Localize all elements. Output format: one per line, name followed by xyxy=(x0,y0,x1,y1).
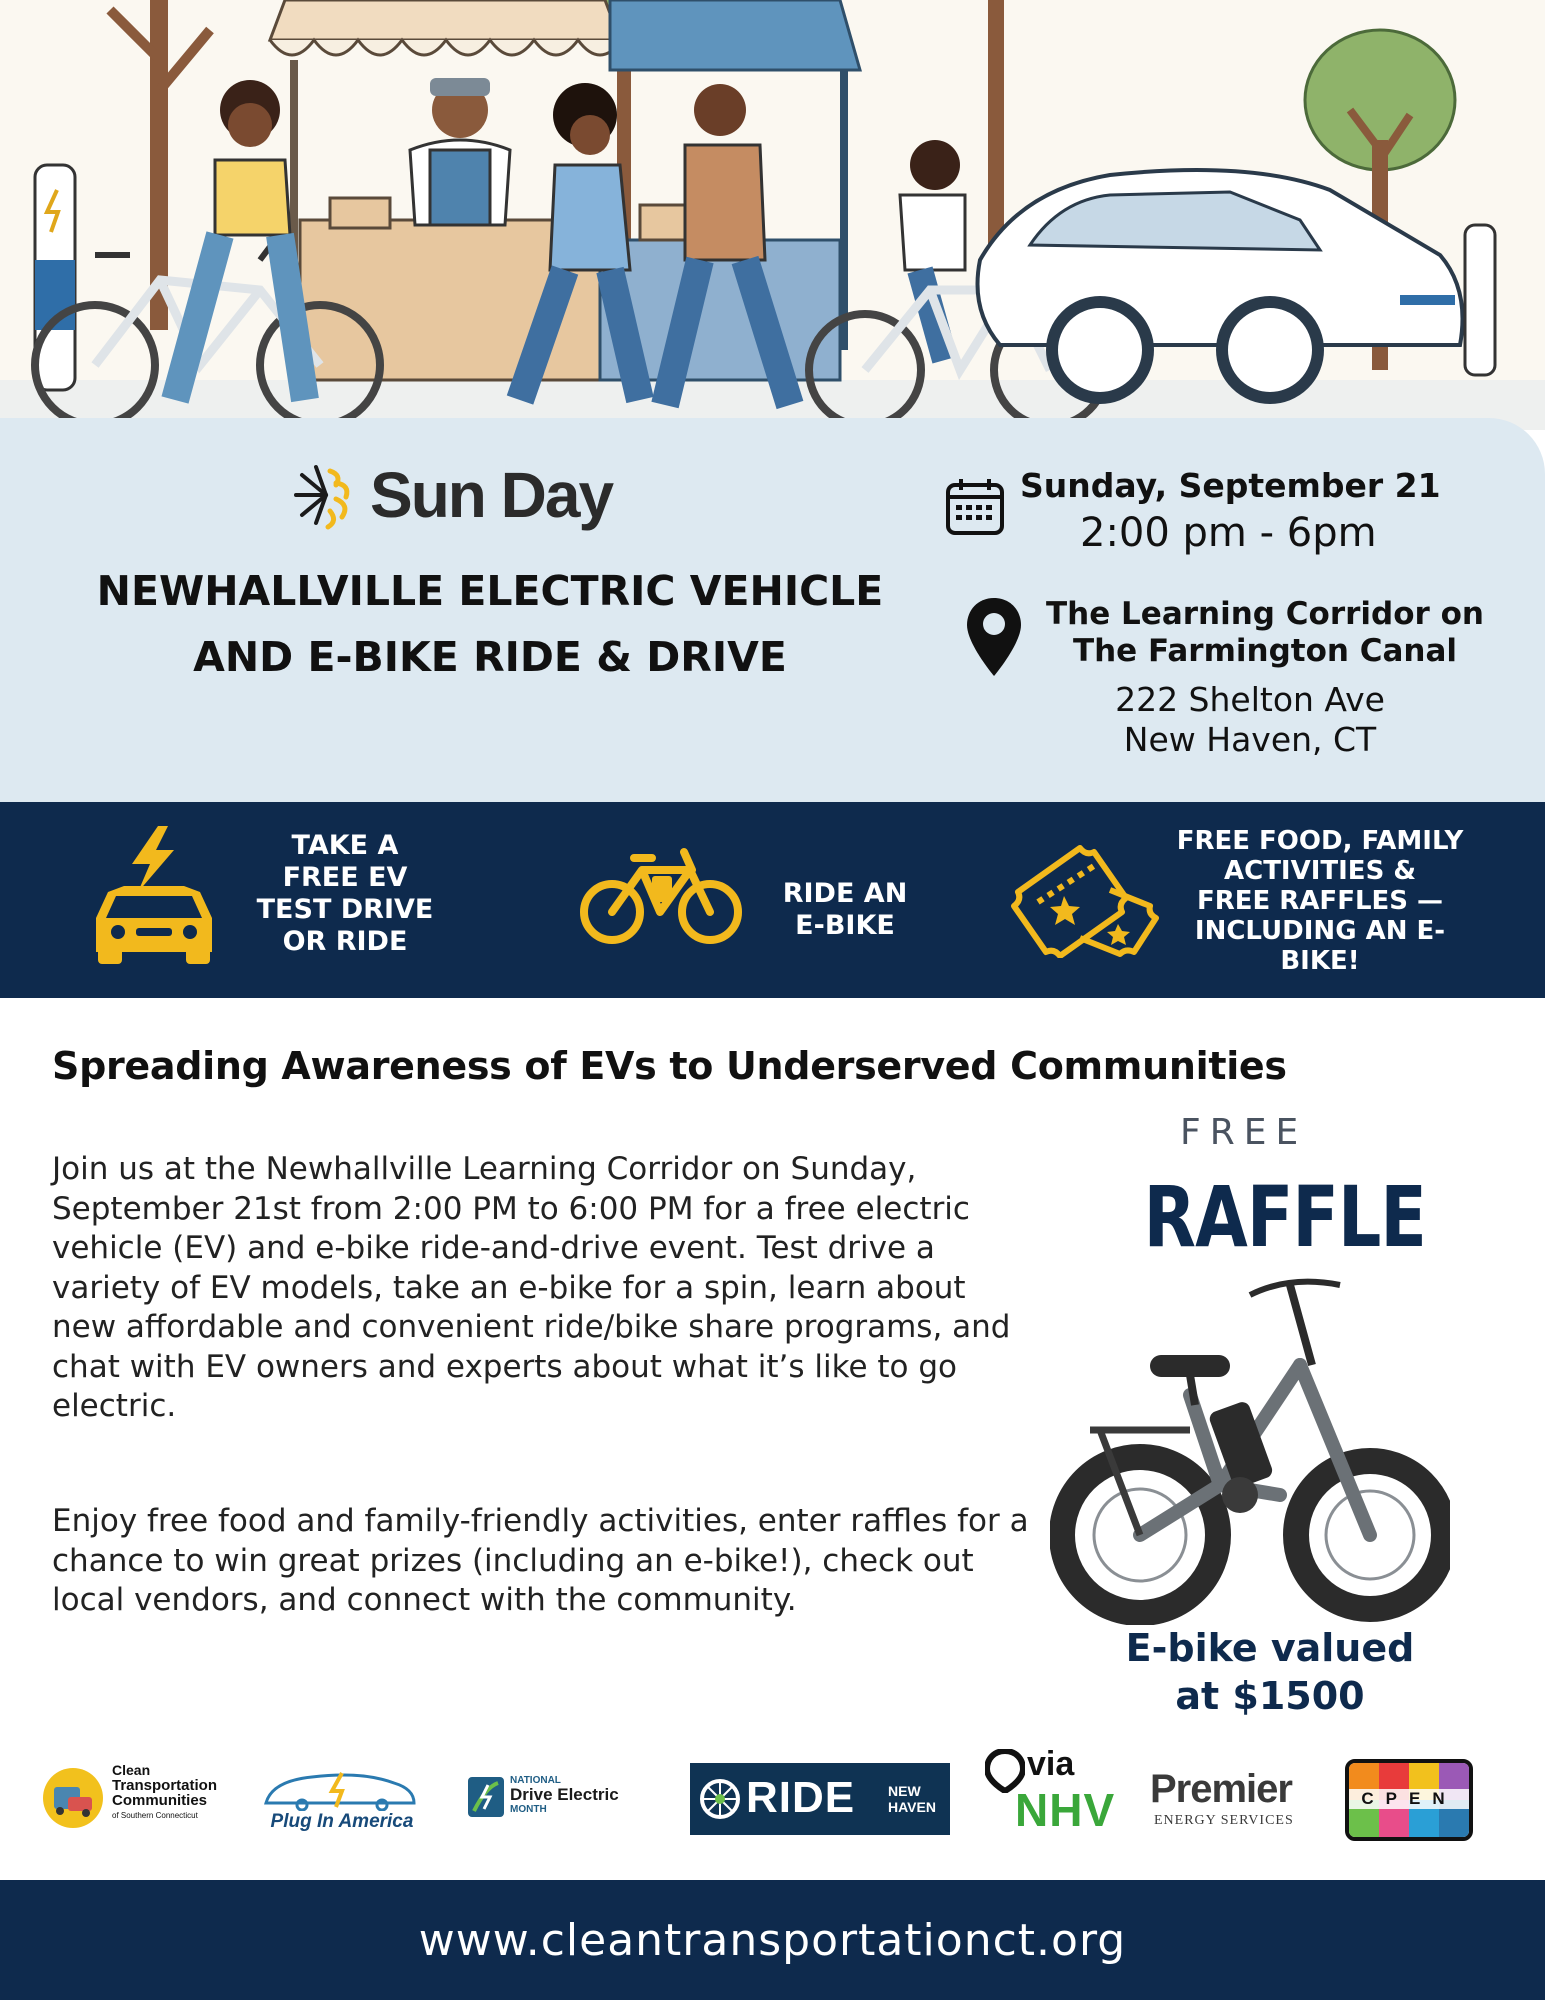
ctc-line2: Transportation xyxy=(112,1777,218,1794)
website-url[interactable]: www.cleantransportationct.org xyxy=(418,1914,1127,1966)
sunday-burst-icon xyxy=(290,459,362,531)
sponsor-logos xyxy=(0,1745,1545,1855)
ebike-caption-line1: E-bike valued xyxy=(1125,1626,1415,1670)
ev-car-icon xyxy=(88,826,220,964)
sponsor-ride-new-haven xyxy=(690,1763,950,1835)
ctc-line4: of Southern Connecticut xyxy=(112,1811,198,1820)
cpen-text: CPEN xyxy=(1349,1789,1469,1809)
feature-ebike-line2: E-BIKE xyxy=(795,910,895,941)
brand-name: Sun Day xyxy=(370,459,613,531)
raffle-free-label: FREE xyxy=(1180,1112,1308,1153)
feature-free-food-line1: FREE FOOD, FAMILY xyxy=(1176,826,1464,856)
ride-wheel-icon xyxy=(698,1777,742,1821)
nde-line1: NATIONAL xyxy=(510,1775,561,1786)
ride-small-line1: NEW xyxy=(888,1783,921,1799)
ebike-icon xyxy=(580,846,742,946)
feature-test-drive-line4: OR RIDE xyxy=(282,926,408,957)
feature-free-food-line2: ACTIVITIES & xyxy=(1223,856,1417,886)
event-title xyxy=(40,558,940,690)
ctc-line3: Communities xyxy=(112,1792,208,1809)
calendar-icon xyxy=(944,475,1006,537)
venue-line1: The Learning Corridor on xyxy=(1046,596,1484,632)
premier-sub-text: ENERGY SERVICES xyxy=(1154,1813,1294,1828)
venue-line2: The Farmington Canal xyxy=(1072,633,1458,669)
feature-free-food-line5: BIKE! xyxy=(1280,946,1360,976)
plugin-car-icon xyxy=(262,1767,418,1811)
event-address xyxy=(1030,680,1470,760)
event-title-line1: NEWHALLVILLE ELECTRIC VEHICLE xyxy=(96,567,884,615)
nhv-text: NHV xyxy=(1015,1784,1116,1836)
feature-ebike xyxy=(755,878,935,942)
hero-illustration xyxy=(0,0,1545,430)
feature-test-drive-line2: FREE EV xyxy=(282,862,408,893)
ride-small-line2: HAVEN xyxy=(888,1799,936,1815)
feature-free-food-line3: FREE RAFFLES — xyxy=(1196,886,1444,916)
sunday-logo xyxy=(290,458,612,532)
location-pin-icon xyxy=(965,596,1023,678)
drive-electric-icon xyxy=(468,1777,504,1817)
event-date: Sunday, September 21 xyxy=(1020,466,1441,505)
nde-line3: MONTH xyxy=(510,1804,547,1815)
ev-car xyxy=(978,170,1463,398)
plugin-america-text: Plug In America xyxy=(270,1811,414,1832)
section-heading: Spreading Awareness of EVs to Underserved Communities xyxy=(52,1044,1287,1088)
sponsor-premier xyxy=(1150,1767,1320,1837)
premier-text: Premier xyxy=(1150,1767,1292,1811)
raffle-ticket-icon xyxy=(1010,840,1160,958)
features-band xyxy=(0,802,1545,998)
event-time: 2:00 pm - 6pm xyxy=(1080,510,1377,556)
event-title-line2: AND E-BIKE RIDE & DRIVE xyxy=(193,633,787,681)
feature-ebike-line1: RIDE AN xyxy=(782,878,908,909)
feature-free-food xyxy=(1160,826,1480,976)
sponsor-cpen xyxy=(1345,1759,1473,1841)
address-line1: 222 Shelton Ave xyxy=(1115,680,1385,719)
feature-test-drive-line3: TEST DRIVE xyxy=(256,894,434,925)
description-paragraph-1: Join us at the Newhallville Learning Corridor on Sunday, September 21st from 2:00 PM to 6:00 PM for a free electric vehicle (EV) and e-bike ride-and-drive event. Test drive a variety of EV models, take an e-bike for a spin, learn about new affordable and convenient ride/bike share programs, and chat with EV owners and experts about what it’s like to go electric. xyxy=(52,1151,1011,1424)
nde-line2: Drive Electric xyxy=(510,1785,619,1804)
address-line2: New Haven, CT xyxy=(1123,720,1377,759)
event-venue xyxy=(1030,596,1500,670)
person-cyclist xyxy=(900,140,965,360)
sponsor-plugin-america xyxy=(262,1767,422,1837)
raffle-title: RAFFLE xyxy=(1143,1168,1426,1266)
via-text: via xyxy=(1027,1745,1075,1783)
ebike-value-caption xyxy=(1070,1624,1470,1720)
footer-band xyxy=(0,1880,1545,2000)
ctc-logo-icon xyxy=(42,1767,104,1829)
sponsor-via-nhv xyxy=(985,1745,1130,1845)
event-info-panel xyxy=(0,418,1545,802)
sponsor-ctc xyxy=(42,1763,242,1833)
ride-text: RIDE xyxy=(746,1773,856,1822)
feature-test-drive-line1: TAKE A xyxy=(291,830,399,861)
ctc-line1: Clean xyxy=(112,1762,151,1778)
description-paragraph-2: Enjoy free food and family-friendly activities, enter raffles for a chance to win great prizes (including an e-bike!), check out local vendors, and connect with the community. xyxy=(52,1503,1029,1618)
person-yellow xyxy=(175,80,305,400)
feature-free-food-line4: INCLUDING AN E- xyxy=(1194,916,1446,946)
feature-test-drive xyxy=(220,830,470,958)
ebike-photo xyxy=(1050,1255,1450,1625)
ebike-caption-line2: at $1500 xyxy=(1175,1674,1365,1718)
sponsor-drive-electric xyxy=(468,1775,668,1825)
